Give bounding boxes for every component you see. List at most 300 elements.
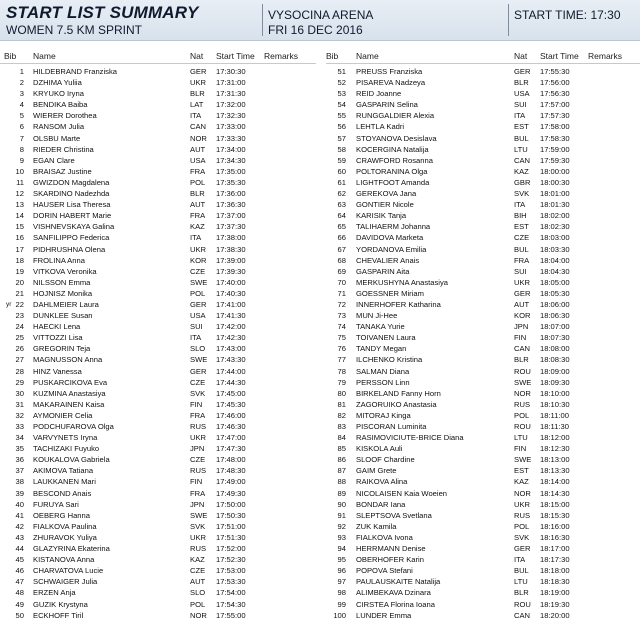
athlete-name-cell: ZHURAVOK Yuliya [33, 532, 97, 542]
bib-cell: 36 [15, 455, 24, 465]
nation-cell: GER [514, 288, 531, 298]
table-row [0, 610, 316, 621]
start-time-cell: 18:02:00 [540, 211, 570, 221]
table-row [326, 244, 640, 255]
start-time-cell: 17:34:30 [216, 155, 246, 165]
bib-cell: 96 [337, 566, 346, 576]
start-time-cell: 17:41:00 [216, 299, 246, 309]
header-banner [0, 0, 640, 41]
start-time-cell: 17:53:30 [216, 577, 246, 587]
start-list-left-column [0, 50, 316, 621]
nation-cell: NOR [190, 133, 207, 143]
athlete-name-cell: CIRSTEA Florina Ioana [356, 599, 435, 609]
start-time-cell: 17:55:30 [540, 67, 570, 76]
table-row [0, 465, 316, 476]
athlete-name-cell: FIALKOVA Paulina [33, 521, 97, 531]
athlete-name-cell: BESCOND Anais [33, 488, 92, 498]
nation-cell: BUL [514, 133, 529, 143]
column-header-start-time: Start Time [216, 51, 255, 61]
nation-cell: USA [190, 311, 206, 321]
athlete-name-cell: ALIMBEKAVA Dzinara [356, 588, 431, 598]
athlete-name-cell: PISCORAN Luminita [356, 422, 427, 431]
athlete-name-cell: GWIZDON Magdalena [33, 177, 110, 187]
nation-cell: ITA [190, 233, 202, 243]
table-row [0, 443, 316, 454]
athlete-name-cell: CRAWFORD Rosanna [356, 155, 433, 165]
nation-cell: ITA [190, 111, 202, 121]
start-time-cell: 17:52:00 [216, 544, 246, 554]
table-row [326, 343, 640, 354]
table-row [0, 377, 316, 388]
nation-cell: AUT [190, 200, 206, 210]
start-time-cell: 17:48:00 [216, 455, 246, 465]
nation-cell: ITA [514, 200, 526, 210]
nation-cell: UKR [190, 532, 207, 542]
nation-cell: SUI [514, 100, 527, 110]
bib-cell: 28 [15, 366, 24, 376]
bib-cell: 82 [337, 410, 346, 420]
nation-cell: SVK [514, 189, 530, 199]
table-row [326, 88, 640, 99]
bib-cell: 19 [15, 266, 24, 276]
start-time-cell: 18:02:30 [540, 222, 570, 232]
table-row [326, 354, 640, 365]
nation-cell: RUS [190, 466, 207, 476]
athlete-name-cell: KUZMINA Anastasiya [33, 388, 106, 398]
athlete-name-cell: YORDANOVA Emilia [356, 244, 427, 254]
bib-cell: 43 [15, 532, 24, 542]
start-time-cell: 17:54:00 [216, 588, 246, 598]
bib-cell: 5 [19, 111, 24, 121]
bib-cell: 18 [15, 255, 24, 265]
nation-cell: SVK [190, 388, 206, 398]
athlete-name-cell: WIERER Dorothea [33, 111, 97, 121]
nation-cell: KOR [190, 255, 207, 265]
start-time-cell: 18:03:00 [540, 233, 570, 243]
table-row [326, 232, 640, 243]
bib-cell: 31 [15, 399, 24, 409]
start-time-cell: 17:44:30 [216, 377, 246, 387]
athlete-name-cell: HOJNISZ Monika [33, 288, 93, 298]
athlete-name-cell: SLEPTSOVA Svetlana [356, 510, 432, 520]
bib-cell: 99 [337, 599, 346, 609]
start-time-cell: 18:17:00 [540, 544, 570, 554]
bib-cell: 38 [15, 477, 24, 487]
venue-name: VYSOCINA ARENA [268, 8, 374, 22]
start-time-cell: 17:32:00 [216, 100, 246, 110]
table-row [326, 210, 640, 221]
bib-cell: 44 [15, 544, 24, 554]
start-time-cell: 18:20:00 [540, 610, 570, 620]
nation-cell: SWE [514, 377, 532, 387]
athlete-name-cell: PODCHUFAROVA Olga [33, 422, 114, 431]
athlete-name-cell: CHEVALIER Anais [356, 255, 420, 265]
table-row [326, 332, 640, 343]
start-time-cell: 17:56:00 [540, 78, 570, 88]
start-time-cell: 18:01:00 [540, 189, 570, 199]
bib-cell: 37 [15, 466, 24, 476]
table-row [326, 443, 640, 454]
bib-cell: 17 [15, 244, 24, 254]
athlete-name-cell: VITTOZZI Lisa [33, 333, 83, 343]
table-row [326, 377, 640, 388]
nation-cell: JPN [190, 444, 205, 454]
start-time-cell: 17:37:30 [216, 222, 246, 232]
start-time-cell: 18:11:30 [540, 422, 569, 431]
athlete-name-cell: LUNDER Emma [356, 610, 412, 620]
athlete-name-cell: ILCHENKO Kristina [356, 355, 423, 365]
nation-cell: BLR [190, 89, 205, 99]
table-header [0, 50, 316, 64]
table-row [0, 177, 316, 188]
nation-cell: KAZ [514, 166, 529, 176]
bib-cell: 89 [337, 488, 346, 498]
table-row [326, 476, 640, 487]
bib-cell: 54 [337, 100, 346, 110]
table-row [326, 610, 640, 621]
bib-cell: 93 [337, 532, 346, 542]
start-time-cell: 17:57:30 [540, 111, 570, 121]
athlete-name-cell: FROLINA Anna [33, 255, 85, 265]
athlete-name-cell: HINZ Vanessa [33, 366, 82, 376]
bib-cell: 42 [15, 521, 24, 531]
nation-cell: CZE [190, 455, 206, 465]
athlete-name-cell: LEHTLA Kadri [356, 122, 405, 132]
nation-cell: FIN [190, 477, 203, 487]
athlete-name-cell: MUN Ji-Hee [356, 311, 398, 321]
table-row [0, 77, 316, 88]
start-time-cell: 17:38:30 [216, 244, 246, 254]
start-time-cell: 18:09:00 [540, 366, 570, 376]
athlete-name-cell: BRAISAZ Justine [33, 166, 92, 176]
table-row [326, 110, 640, 121]
table-row [326, 199, 640, 210]
bib-cell: 23 [15, 311, 24, 321]
header-divider [262, 4, 263, 36]
table-row [326, 166, 640, 177]
bib-cell: 45 [15, 555, 24, 565]
athlete-name-cell: GASPARIN Aita [356, 266, 410, 276]
athlete-name-cell: ZAGORUIKO Anastasia [356, 399, 437, 409]
start-time-cell: 18:17:30 [540, 555, 570, 565]
nation-cell: BLR [190, 189, 205, 199]
bib-cell: 56 [337, 122, 346, 132]
nation-cell: EST [514, 466, 529, 476]
athlete-name-cell: NILSSON Emma [33, 277, 91, 287]
bib-cell: 91 [337, 510, 346, 520]
start-time-cell: 17:54:30 [216, 599, 246, 609]
table-body [326, 66, 640, 621]
table-row [0, 110, 316, 121]
start-time-cell: 17:40:00 [216, 277, 246, 287]
start-time-cell: 17:59:30 [540, 155, 570, 165]
nation-cell: LTU [514, 433, 528, 443]
column-header-remarks: Remarks [588, 51, 623, 61]
nation-cell: SWE [514, 455, 532, 465]
nation-cell: FRA [190, 488, 206, 498]
nation-cell: CZE [514, 233, 530, 243]
bib-cell: 87 [337, 466, 346, 476]
nation-cell: POL [514, 521, 530, 531]
table-row [0, 166, 316, 177]
nation-cell: CAN [514, 155, 531, 165]
bib-cell: 60 [337, 166, 346, 176]
nation-cell: BLR [514, 588, 529, 598]
start-time-cell: 17:46:30 [216, 422, 246, 431]
bib-cell: 12 [15, 189, 24, 199]
nation-cell: NOR [514, 488, 531, 498]
bib-cell: 98 [337, 588, 346, 598]
athlete-name-cell: NICOLAISEN Kaia Woeien [356, 488, 448, 498]
bib-cell: 49 [15, 599, 24, 609]
athlete-name-cell: POLTORANINA Olga [356, 166, 428, 176]
table-row [0, 199, 316, 210]
nation-cell: ITA [190, 333, 202, 343]
athlete-name-cell: DUNKLEE Susan [33, 311, 93, 321]
table-row [326, 521, 640, 532]
bib-cell: 58 [337, 144, 346, 154]
nation-cell: SUI [190, 322, 203, 332]
athlete-name-cell: ZUK Kamila [356, 521, 397, 531]
start-time-cell: 17:51:00 [216, 521, 246, 531]
athlete-name-cell: REID Joanne [356, 89, 402, 99]
bib-cell: 61 [337, 177, 346, 187]
bib-cell: 26 [15, 344, 24, 354]
athlete-name-cell: ECKHOFF Tiril [33, 610, 84, 620]
athlete-name-cell: PAULAUSKAITE Natalija [356, 577, 441, 587]
column-header-nat: Nat [514, 51, 528, 61]
nation-cell: CZE [190, 377, 206, 387]
bib-cell: 86 [337, 455, 346, 465]
nation-cell: FRA [190, 410, 206, 420]
table-row [326, 299, 640, 310]
start-time-cell: 17:41:30 [216, 311, 246, 321]
bib-cell: 95 [337, 555, 346, 565]
table-row [326, 155, 640, 166]
start-time-cell: 17:53:00 [216, 566, 246, 576]
nation-cell: CAN [514, 344, 531, 354]
start-time-cell: 17:42:00 [216, 322, 246, 332]
nation-cell: NOR [514, 388, 531, 398]
athlete-name-cell: SKARDINO Nadezhda [33, 189, 110, 199]
athlete-name-cell: GEREKOVA Jana [356, 189, 417, 199]
bib-cell: 72 [337, 299, 346, 309]
table-row [0, 99, 316, 110]
athlete-name-cell: TANAKA Yurie [356, 322, 405, 332]
table-row [0, 388, 316, 399]
table-row [0, 232, 316, 243]
nation-cell: FRA [190, 211, 206, 221]
nation-cell: POL [190, 288, 206, 298]
nation-cell: ITA [514, 555, 526, 565]
table-row [0, 343, 316, 354]
bib-cell: 55 [337, 111, 346, 121]
bib-cell: 51 [337, 67, 346, 76]
table-row [326, 388, 640, 399]
nation-cell: CAN [514, 610, 531, 620]
bib-cell: 65 [337, 222, 346, 232]
bib-cell: 32 [15, 410, 24, 420]
table-row [0, 155, 316, 166]
athlete-name-cell: KRYUKO Iryna [33, 89, 84, 99]
bib-cell: 24 [15, 322, 24, 332]
start-time-cell: 18:08:30 [540, 355, 570, 365]
table-row [0, 288, 316, 299]
athlete-name-cell: RIEDER Christina [33, 144, 94, 154]
bib-cell: 7 [19, 133, 24, 143]
table-row [326, 133, 640, 144]
bib-cell: 41 [15, 510, 24, 520]
athlete-name-cell: MAGNUSSON Anna [33, 355, 103, 365]
athlete-name-cell: PERSSON Linn [356, 377, 410, 387]
bib-cell: 39 [15, 488, 24, 498]
nation-cell: AUT [190, 144, 206, 154]
bib-cell: 94 [337, 544, 346, 554]
table-row [326, 432, 640, 443]
table-row [326, 310, 640, 321]
bib-cell: 52 [337, 78, 346, 88]
athlete-name-cell: ERZEN Anja [33, 588, 76, 598]
athlete-name-cell: RASIMOVICIUTE-BRICE Diana [356, 433, 464, 443]
athlete-name-cell: AYMONIER Celia [33, 410, 93, 420]
athlete-name-cell: PISAREVA Nadzeya [356, 78, 426, 88]
start-time-cell: 18:18:30 [540, 577, 570, 587]
athlete-name-cell: TALIHAERM Johanna [356, 222, 431, 232]
bib-cell: 40 [15, 499, 24, 509]
nation-cell: ROU [514, 366, 531, 376]
nation-cell: AUT [514, 299, 530, 309]
athlete-name-cell: GOESSNER Miriam [356, 288, 424, 298]
nation-cell: ROU [514, 422, 531, 431]
start-time-cell: 18:08:00 [540, 344, 570, 354]
nation-cell: ITA [514, 111, 526, 121]
start-time-cell: 17:51:30 [216, 532, 246, 542]
nation-cell: NOR [190, 610, 207, 620]
table-row [0, 277, 316, 288]
nation-cell: POL [514, 410, 530, 420]
nation-cell: SWE [190, 510, 208, 520]
bib-cell: 8 [19, 144, 24, 154]
column-header-start-time: Start Time [540, 51, 579, 61]
bib-cell: 73 [337, 311, 346, 321]
athlete-name-cell: GUZIK Krystyna [33, 599, 88, 609]
nation-cell: UKR [190, 78, 207, 88]
bib-cell: 27 [15, 355, 24, 365]
nation-cell: CZE [190, 266, 206, 276]
bib-cell: 100 [333, 610, 346, 620]
table-row [0, 366, 316, 377]
athlete-name-cell: GLAZYRINA Ekaterina [33, 544, 110, 554]
nation-cell: POL [190, 177, 206, 187]
start-time-cell: 18:15:00 [540, 499, 570, 509]
athlete-name-cell: OEBERG Hanna [33, 510, 90, 520]
start-time-cell: 18:16:00 [540, 521, 570, 531]
start-time-cell: 17:46:00 [216, 410, 246, 420]
athlete-name-cell: FURUYA Sari [33, 499, 79, 509]
bib-cell: 77 [337, 355, 346, 365]
nation-cell: GER [514, 67, 531, 76]
table-row [0, 554, 316, 565]
page-title: START LIST SUMMARY [6, 3, 199, 22]
bib-cell: 11 [16, 177, 24, 187]
nation-cell: JPN [190, 499, 205, 509]
table-row [0, 476, 316, 487]
nation-cell: UKR [514, 277, 531, 287]
table-body [0, 66, 316, 621]
table-row [0, 399, 316, 410]
athlete-name-cell: LAUKKANEN Mari [33, 477, 96, 487]
table-row [326, 99, 640, 110]
athlete-name-cell: FIALKOVA Ivona [356, 532, 413, 542]
start-time-cell: 17:39:30 [216, 266, 246, 276]
start-time-cell: 17:33:00 [216, 122, 246, 132]
athlete-name-cell: MITORAJ Kinga [356, 410, 411, 420]
athlete-name-cell: RANSOM Julia [33, 122, 85, 132]
nation-cell: FIN [514, 444, 527, 454]
bib-cell: 35 [15, 444, 24, 454]
start-time-cell: 17:47:30 [216, 444, 246, 454]
nation-cell: SLO [190, 588, 206, 598]
bib-cell: 30 [15, 388, 24, 398]
athlete-name-cell: GREGORIN Teja [33, 344, 91, 354]
bib-cell: 81 [337, 399, 346, 409]
table-row [0, 488, 316, 499]
start-time-cell: 17:55:00 [216, 610, 246, 620]
nation-cell: USA [514, 89, 530, 99]
nation-cell: RUS [190, 544, 207, 554]
start-time-cell: 17:56:30 [540, 89, 570, 99]
start-time-cell: 18:18:00 [540, 566, 570, 576]
column-header-bib: Bib [4, 51, 17, 61]
athlete-name-cell: KISTANOVA Anna [33, 555, 95, 565]
start-time-cell: 18:13:30 [540, 466, 570, 476]
table-row [0, 521, 316, 532]
table-row [0, 599, 316, 610]
start-time-cell: 17:34:00 [216, 144, 246, 154]
bib-cell: 1 [19, 67, 24, 76]
start-time-cell: 18:16:30 [540, 532, 570, 542]
bib-cell: 75 [337, 333, 346, 343]
table-row [326, 221, 640, 232]
bib-cell: 16 [15, 233, 24, 243]
bib-cell: 10 [15, 166, 24, 176]
athlete-name-cell: VARVYNETS Iryna [33, 433, 98, 443]
start-time-cell: 17:30:30 [216, 67, 246, 76]
bib-cell: 97 [337, 577, 346, 587]
athlete-name-cell: INNERHOFER Katharina [356, 299, 441, 309]
nation-cell: EST [514, 222, 529, 232]
athlete-name-cell: TACHIZAKI Fuyuko [33, 444, 100, 454]
table-row [0, 321, 316, 332]
nation-cell: RUS [514, 399, 531, 409]
athlete-name-cell: KOCERGINA Natalija [356, 144, 429, 154]
start-time-cell: 17:31:00 [216, 78, 246, 88]
athlete-name-cell: PUSKARCIKOVA Eva [33, 377, 108, 387]
table-row [326, 288, 640, 299]
start-time-cell: 18:00:00 [540, 166, 570, 176]
column-header-name: Name [33, 51, 56, 61]
start-time-cell: 17:50:00 [216, 499, 246, 509]
athlete-name-cell: OBERHOFER Karin [356, 555, 424, 565]
start-time-cell: 18:05:00 [540, 277, 570, 287]
bib-cell: 57 [337, 133, 346, 143]
start-time-cell: 18:04:00 [540, 255, 570, 265]
bib-cell: 74 [337, 322, 346, 332]
start-time-cell: 18:15:30 [540, 510, 570, 520]
start-time-cell: 17:31:30 [216, 89, 246, 99]
athlete-name-cell: RUNGGALDIER Alexia [356, 111, 435, 121]
table-row [0, 66, 316, 77]
